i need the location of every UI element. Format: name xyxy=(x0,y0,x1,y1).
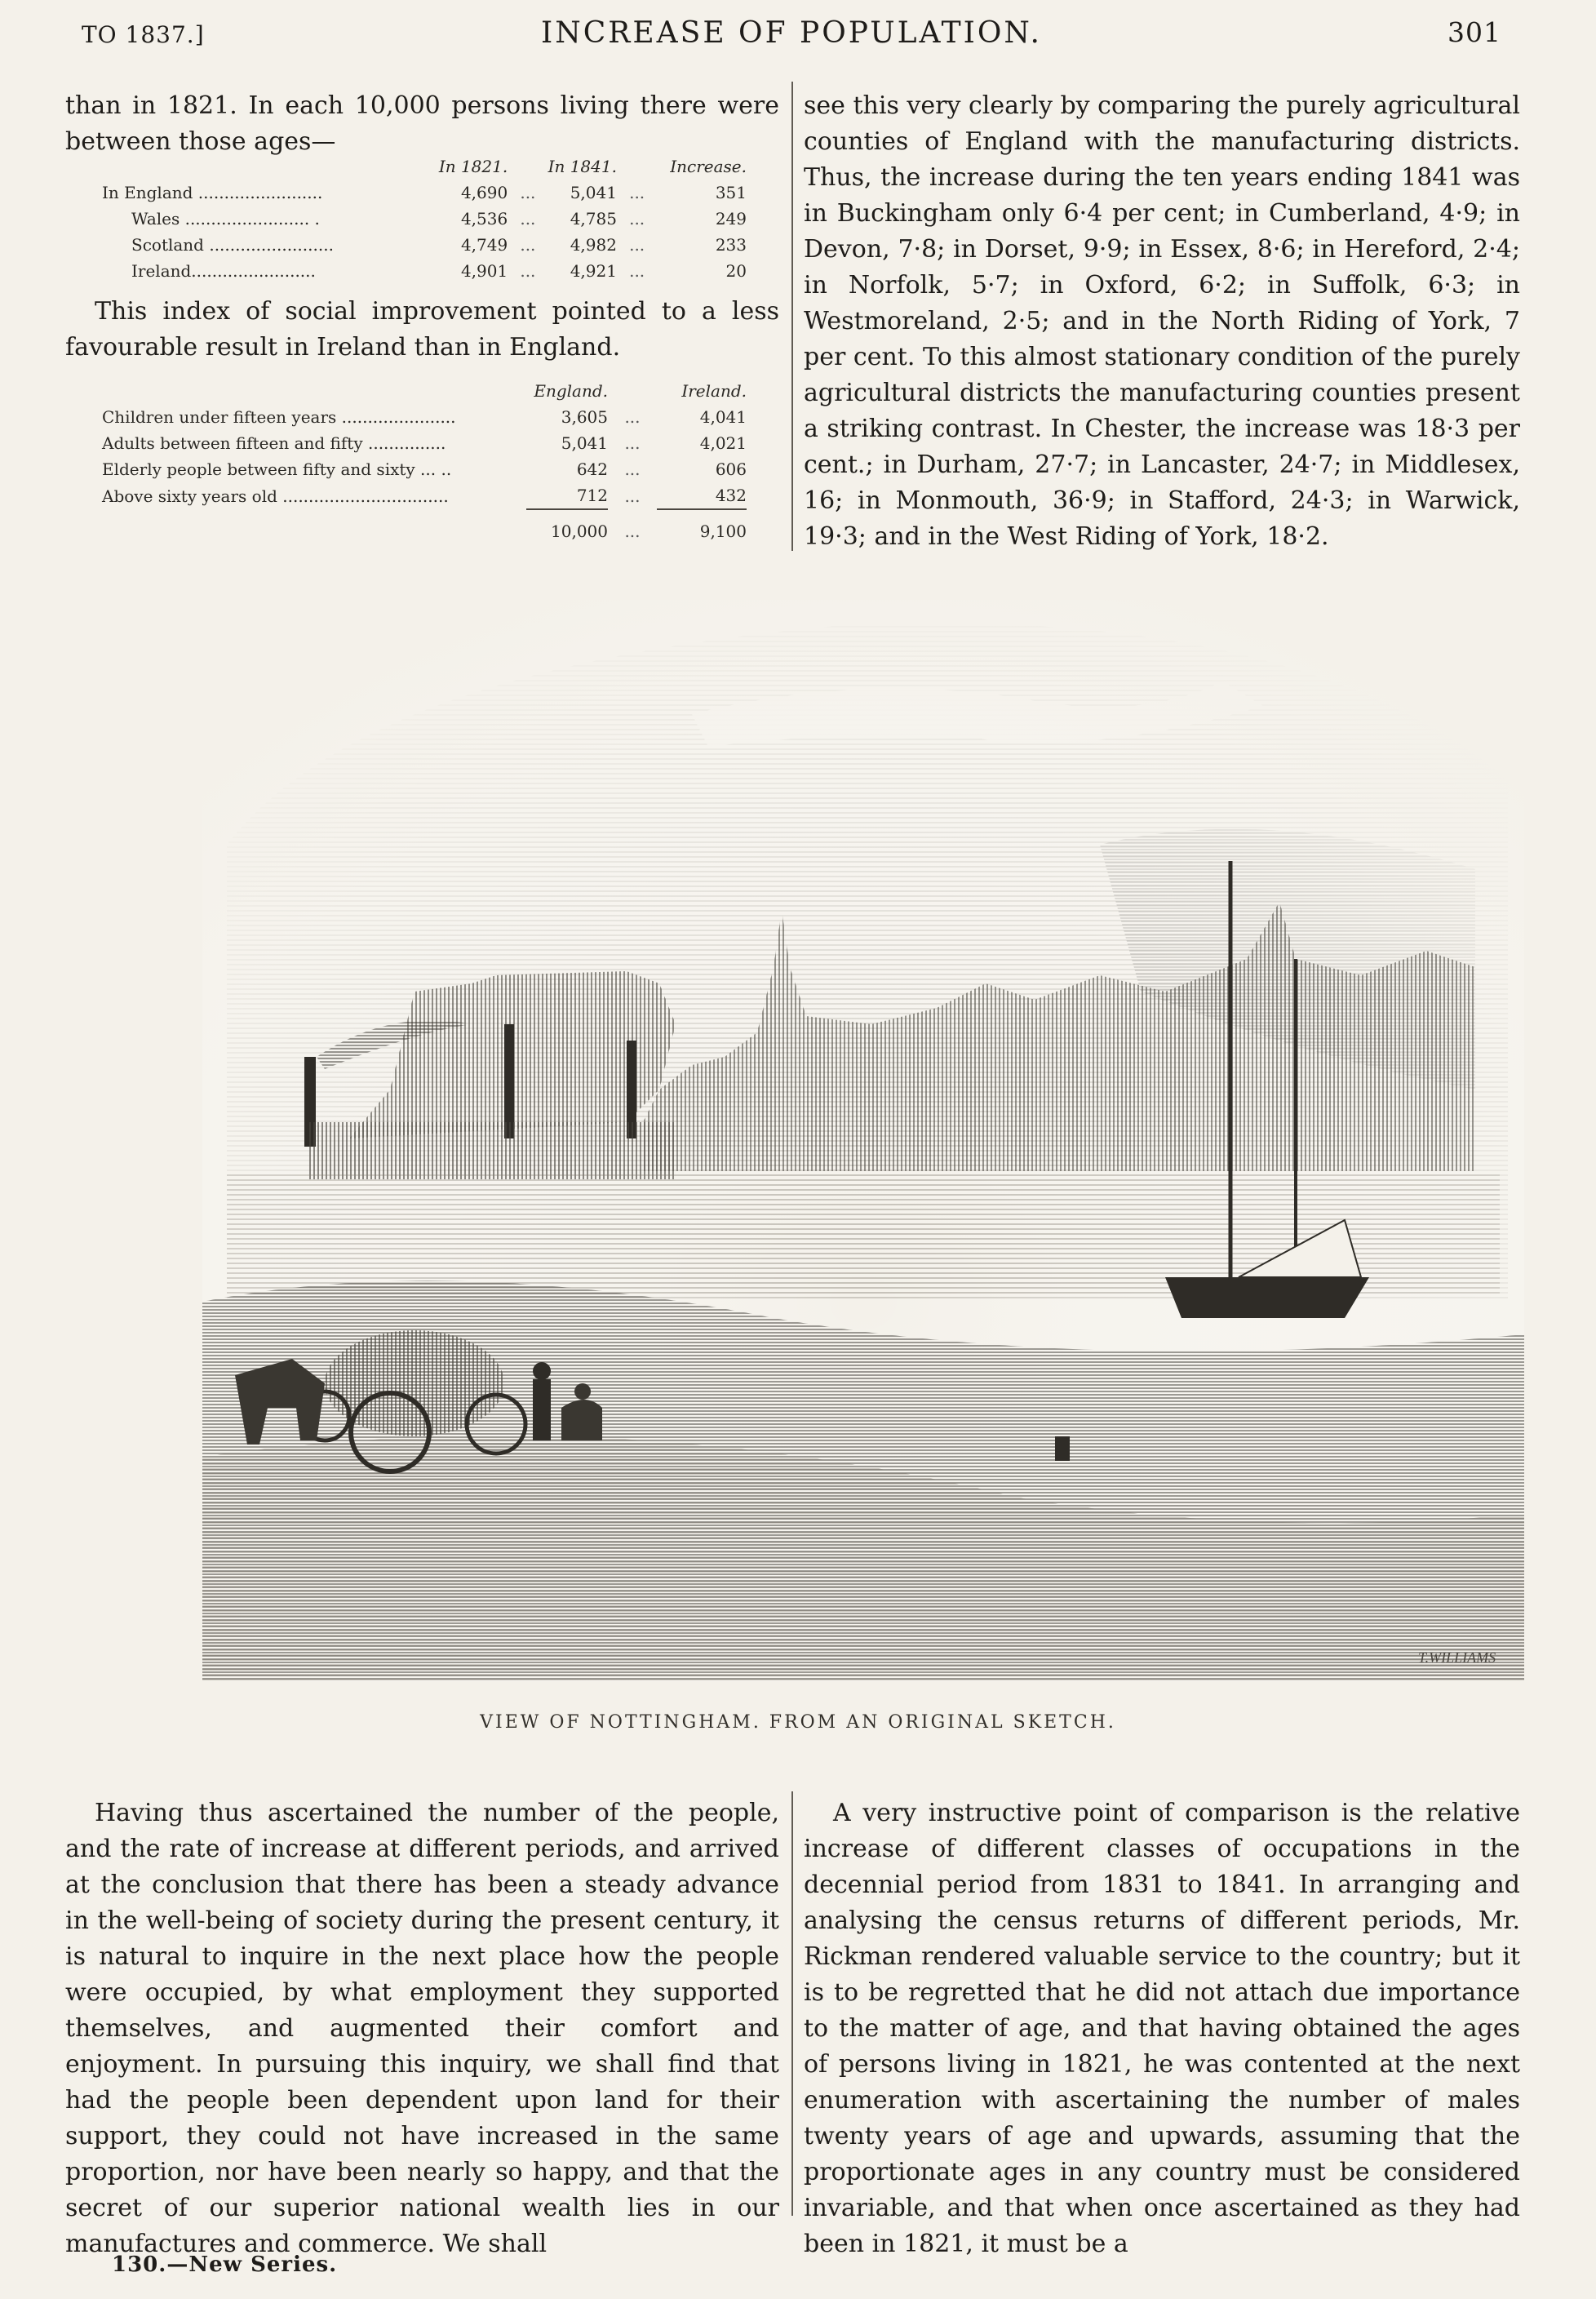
table-row xyxy=(102,232,747,258)
running-head-title: INCREASE OF POPULATION. xyxy=(541,16,1042,50)
post xyxy=(1055,1436,1070,1461)
cell-ireland: 606 xyxy=(715,459,747,479)
table-row xyxy=(102,482,747,509)
ages-table xyxy=(102,153,747,284)
ellipsis: ... xyxy=(520,209,536,229)
column-rule-top xyxy=(791,82,793,551)
cell-england: 712 xyxy=(576,486,608,505)
running-head xyxy=(82,16,1501,57)
table-row xyxy=(102,206,747,232)
row-label: Above sixty years old ................................ xyxy=(102,486,449,506)
header-england: England. xyxy=(534,381,608,401)
cell-england: 5,041 xyxy=(561,433,608,453)
table-row xyxy=(102,404,747,430)
column-rule-bottom xyxy=(791,1791,793,2216)
left-bottom-column xyxy=(65,1795,779,2262)
ellipsis: ... xyxy=(520,183,536,202)
cell-increase: 20 xyxy=(725,261,747,281)
total-england: 10,000 xyxy=(526,509,608,544)
row-label: Children under fifteen years ...................... xyxy=(102,407,456,427)
ellipsis: ... xyxy=(520,235,536,255)
figure-caption: VIEW OF NOTTINGHAM. FROM AN ORIGINAL SKETCH. xyxy=(480,1712,1116,1733)
engraving-view-of-nottingham xyxy=(202,600,1524,1681)
cell-1841: 4,921 xyxy=(570,261,617,281)
header-1821: In 1821. xyxy=(438,157,508,176)
figure xyxy=(533,1379,551,1440)
cell-increase: 249 xyxy=(715,209,747,229)
ellipsis: ... xyxy=(629,209,645,229)
header-increase: Increase. xyxy=(670,157,747,176)
ellipsis: ... xyxy=(629,235,645,255)
table-row xyxy=(102,258,747,284)
header-1841: In 1841. xyxy=(548,157,617,176)
cell-1821: 4,536 xyxy=(460,209,508,229)
row-label: Adults between fifteen and fifty ............... xyxy=(102,433,446,453)
seated-figure xyxy=(561,1400,602,1440)
cell-1821: 4,690 xyxy=(460,183,508,202)
total-ireland: 9,100 xyxy=(657,509,747,544)
ellipsis: ... xyxy=(629,261,645,281)
table-row xyxy=(102,180,747,206)
cell-1821: 4,749 xyxy=(460,235,508,255)
warehouses xyxy=(308,1122,676,1179)
ages-table-header xyxy=(102,153,747,180)
cell-increase: 233 xyxy=(715,235,747,255)
cell-england: 642 xyxy=(576,459,608,479)
header-ireland: Ireland. xyxy=(681,381,747,401)
ellipsis: ... xyxy=(624,486,641,506)
cell-increase: 351 xyxy=(715,183,747,202)
row-label: Scotland ........................ xyxy=(131,235,334,255)
ellipsis: ... xyxy=(520,261,536,281)
left-top-intro xyxy=(65,88,779,160)
classes-table xyxy=(102,378,747,544)
engraving-illustration xyxy=(202,600,1524,1681)
cell-ireland: 4,021 xyxy=(699,433,747,453)
running-head-left: TO 1837.] xyxy=(82,21,205,48)
classes-table-header xyxy=(102,378,747,404)
cell-1841: 4,785 xyxy=(570,209,617,229)
table-row xyxy=(102,430,747,456)
left-top-after-table xyxy=(65,294,779,366)
signature-footer: 130.—New Series. xyxy=(112,2252,338,2277)
right-bottom-paragraph: A very instructive point of comparison is the relative increase of different classes of occupations in the decennial period from 1831 to 1841. In arranging and analysing the census returns of different periods, Mr. Rickman rendered valuable service to the country; but it is to be regretted that he did not attach due importance to the matter of age, and that having obtained the ages of persons living in 1821, he was contented at the next enumeration with ascertaining the number of males twenty years of age and upwards, assuming that the proportionate ages in any country must be considered invariable, and that when once ascertained as they had been in 1821, it must be a xyxy=(804,1799,1520,2258)
table-row xyxy=(102,456,747,482)
row-label: In England ........................ xyxy=(102,183,323,202)
ellipsis: ... xyxy=(624,433,641,453)
right-top-paragraph: see this very clearly by comparing the purely agricultural counties of England with the manufacturing districts. Thus, the increase during the ten years ending 1841 was in Buckingham only 6·4 per cent; in Cumberland, 4·9; in Devon, 7·8; in Dorset, 9·9; in Essex, 8·6; in Hereford, 2·4; in Norfolk, 5·7; in Oxford, 6·2; in Suffolk, 6·3; in Westmoreland, 2·5; and in the North Riding of York, 7 per cent. To this almost stationary condition of the purely agricultural districts the manufacturing counties present a striking contrast. In Chester, the increase was 18·3 per cent.; in Durham, 27·7; in Lancaster, 24·7; in Middlesex, 16; in Monmouth, 36·9; in Stafford, 24·3; in Warwick, 19·3; and in the West Riding of York, 18·2. xyxy=(804,91,1520,551)
row-label: Ireland........................ xyxy=(131,261,316,281)
cell-ireland: 432 xyxy=(715,486,747,505)
engraver-signature: T.WILLIAMS xyxy=(1418,1649,1496,1666)
cell-1841: 4,982 xyxy=(570,235,617,255)
cell-1821: 4,901 xyxy=(460,261,508,281)
left-bottom-paragraph: Having thus ascertained the number of the people, and the rate of increase at different periods, and arrived at the conclusion that there has been a steady advance in the well-being of society during the present century, it is natural to inquire in the next place how the people were occupied, by what employment they supported themselves, and augmented their comfort and enjoyment. In pursuing this inquiry, we shall find that had the people been dependent upon land for their support, they could not have increased in the same proportion, nor have been nearly so happy, and that the secret of our superior national wealth lies in our manufactures and commerce. We shall xyxy=(65,1799,779,2258)
cell-england: 3,605 xyxy=(561,407,608,427)
ellipsis: ... xyxy=(624,459,641,479)
row-label: Wales ........................ . xyxy=(131,209,320,229)
totals-row xyxy=(102,509,747,544)
cell-ireland: 4,041 xyxy=(699,407,747,427)
page-number: 301 xyxy=(1447,16,1501,48)
row-label: Elderly people between fifty and sixty ... .. xyxy=(102,459,452,479)
intro-paragraph: than in 1821. In each 10,000 persons living there were between those ages— xyxy=(65,91,779,156)
right-bottom-column xyxy=(804,1795,1520,2262)
ellipsis: ... xyxy=(629,183,645,202)
after-table-paragraph: This index of social improvement pointed to a less favourable result in Ireland than in England. xyxy=(65,297,779,362)
ellipsis: ... xyxy=(624,407,641,427)
boat-hull xyxy=(1165,1277,1369,1318)
cell-1841: 5,041 xyxy=(570,183,617,202)
ellipsis: ... xyxy=(624,521,641,541)
right-top-column xyxy=(804,88,1520,555)
chimney xyxy=(504,1024,514,1138)
